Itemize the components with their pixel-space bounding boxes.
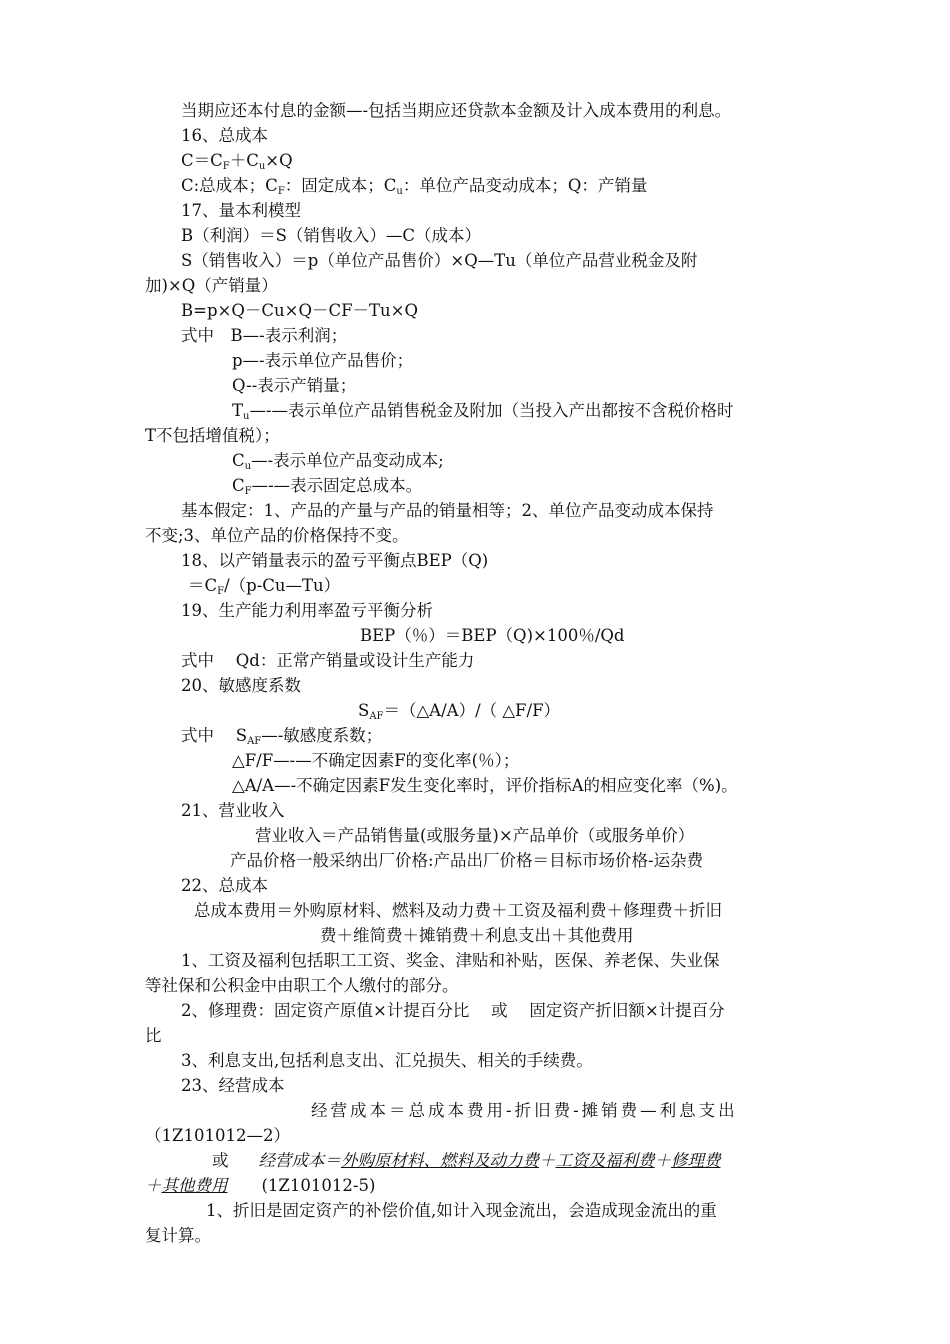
text-line: 式中 Qd：正常产销量或设计生产能力 [181, 651, 475, 670]
text-line: T不包括增值税）； [145, 426, 280, 445]
formula-line: 总成本费用＝外购原材料、燃料及动力费＋工资及福利费＋修理费＋折旧 [194, 901, 722, 920]
text-line: $C_u—-$表示单位产品变动成本; [232, 451, 444, 472]
section-heading: 17、量本利模型 [181, 201, 301, 220]
text-line: 2、修理费：固定资产原值×计提百分比 或 固定资产折旧额×计提百分 [181, 1001, 725, 1020]
formula-line: 或 经营成本＝外购原材料、燃料及动力费＋工资及福利费＋修理费 [212, 1151, 721, 1170]
formula-line: ＋其他费用 (1Z101012-5) [145, 1176, 376, 1195]
formula-line: 费＋维简费＋摊销费＋利息支出＋其他费用 [320, 926, 634, 945]
formula-line: B=p×Q－Cu×Q－CF－Tu×Q [181, 301, 419, 320]
text-line: p—-表示单位产品售价； [232, 351, 414, 370]
text-line: C:总成本；$C_F$：固定成本；$C_u$：单位产品变动成本；Q：产销量 [181, 176, 648, 197]
text-line: 1、工资及福利包括职工工资、奖金、津贴和补贴，医保、养老保、失业保 [181, 951, 720, 970]
formula-line: 经营成本＝总成本费用-折旧费-摊销费—利息支出 [311, 1101, 738, 1120]
text-line: 当期应还本付息的金额—-包括当期应还贷款本金额及计入成本费用的利息。 [181, 101, 732, 120]
formula-line: B（利润）＝S（销售收入）—C（成本） [181, 226, 482, 245]
text-line: $T_u—-—$表示单位产品销售税金及附加（当投入产出都按不含税价格时 [232, 401, 734, 422]
formula-code: （1Z101012—2） [145, 1126, 290, 1145]
formula-line: $C=C_F+C_u\times Q$ [181, 151, 293, 172]
section-heading: 19、生产能力利用率盈亏平衡分析 [181, 601, 433, 620]
text-line: 比 [145, 1026, 162, 1045]
formula-line: BEP（％）＝BEP（Q)×100％/Qd [360, 626, 625, 645]
text-line: 1、折旧是固定资产的补偿价值,如计入现金流出，会造成现金流出的重 [206, 1201, 717, 1220]
section-heading: 22、总成本 [181, 876, 268, 895]
text-line: 复计算。 [145, 1226, 211, 1245]
section-heading: 21、营业收入 [181, 801, 285, 820]
text-line: 加)×Q（产销量） [145, 276, 278, 295]
text-line: 式中 B—-表示利润； [181, 326, 348, 345]
section-heading: 23、经营成本 [181, 1076, 285, 1095]
section-heading: 18、以产销量表示的盈亏平衡点BEP（Q) [181, 551, 489, 570]
text-line: Q--表示产销量； [232, 376, 357, 395]
text-line: 不变;3、单位产品的价格保持不变。 [145, 526, 409, 545]
section-heading: 20、敏感度系数 [181, 676, 301, 695]
text-line: $C_F—-—$表示固定总成本。 [232, 476, 423, 497]
section-heading: 16、总成本 [181, 126, 268, 145]
text-line: 等社保和公积金中由职工个人缴付的部分。 [145, 976, 459, 995]
text-line: 基本假定：1、产品的产量与产品的销量相等；2、单位产品变动成本保持 [181, 501, 714, 520]
formula-line: S（销售收入）＝p（单位产品售价）×Q—Tu（单位产品营业税金及附 [181, 251, 698, 270]
text-line: △F/F—-—不确定因素F的变化率(％）； [232, 751, 520, 770]
formula-line: 产品价格一般采纳出厂价格:产品出厂价格＝目标市场价格-运杂费 [230, 851, 704, 870]
formula-line: $=C_F/(p-Cu—Tu)$ [188, 576, 341, 597]
formula-line: 营业收入＝产品销售量(或服务量)×产品单价（或服务单价） [255, 826, 695, 845]
text-line: △A/A—-不确定因素F发生变化率时，评价指标A的相应变化率（%)。 [232, 776, 738, 795]
formula-line: $S_{AF}=(\triangle A/A)/$（ △F/F） [358, 701, 561, 722]
text-line: 3、利息支出,包括利息支出、汇兑损失、相关的手续费。 [181, 1051, 593, 1070]
text-line: 式中 $S_{AF}—-$敏感度系数； [181, 726, 383, 747]
